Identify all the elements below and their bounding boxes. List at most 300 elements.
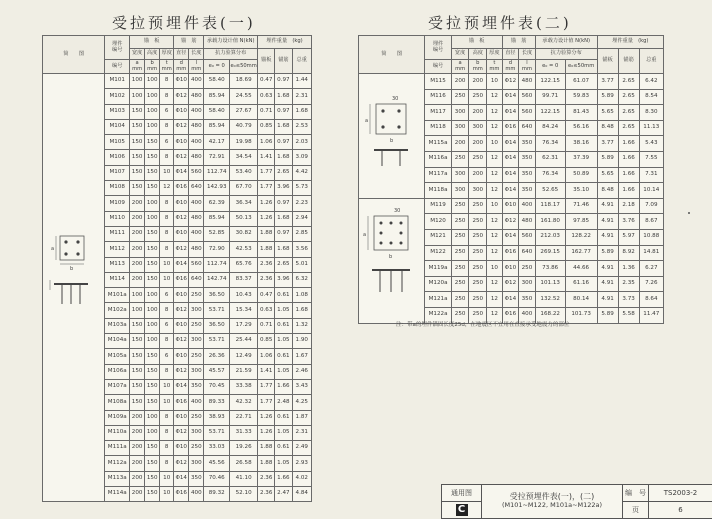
value-cell: 250 (519, 261, 536, 277)
value-cell: 80.14 (565, 292, 597, 308)
header-anchor: 锚 筋 (174, 36, 204, 49)
value-cell: 100 (145, 334, 160, 349)
value-cell: Φ12 (174, 456, 189, 471)
value-cell: 350 (189, 471, 204, 486)
value-cell: 0.47 (258, 288, 275, 303)
value-cell: 100 (130, 288, 145, 303)
embed-code: M114a (105, 487, 130, 502)
value-cell: 122.15 (535, 105, 565, 121)
value-cell: 56.16 (565, 120, 597, 136)
value-cell: 4.91 (597, 261, 618, 277)
embed-code: M108a (105, 395, 130, 410)
header-cell: d mm (502, 60, 519, 74)
value-cell: 62.31 (535, 151, 565, 167)
value-cell: 8.48 (597, 120, 618, 136)
header-anchor: 锚 筋 (502, 36, 535, 49)
value-cell: 1.90 (292, 334, 312, 349)
header-cell: 厚度 (160, 49, 174, 60)
header-cell: 总重 (292, 49, 312, 74)
value-cell: 12.49 (230, 349, 258, 364)
embed-code: M108 (105, 181, 130, 196)
value-cell: 50.13 (230, 211, 258, 226)
value-cell: 100 (145, 104, 160, 119)
value-cell: 61.16 (565, 276, 597, 292)
anchor-dot (380, 232, 383, 235)
header-cell: 长度 (189, 49, 204, 60)
value-cell: Φ16 (174, 395, 189, 410)
value-cell: 44.66 (565, 261, 597, 277)
value-cell: 27.67 (230, 104, 258, 119)
value-cell: 1.08 (292, 288, 312, 303)
value-cell: 6 (160, 288, 174, 303)
value-cell: 0.97 (275, 104, 292, 119)
value-cell: 15.34 (230, 303, 258, 318)
value-cell: 12 (487, 229, 503, 245)
value-cell: 8 (160, 456, 174, 471)
value-cell: 400 (519, 307, 536, 323)
value-cell: 300 (469, 183, 487, 199)
title-block (441, 484, 712, 519)
header-sketch: 简 图 (43, 36, 105, 74)
value-cell: 10.14 (639, 183, 663, 199)
header-cell: b mm (145, 60, 160, 74)
value-cell: 6 (160, 349, 174, 364)
value-cell: 150 (145, 471, 160, 486)
table-row (43, 74, 312, 89)
value-cell: 0.63 (258, 89, 275, 104)
value-cell: 1.66 (618, 183, 639, 199)
value-cell: 2.31 (292, 89, 312, 104)
value-cell: 200 (130, 425, 145, 440)
value-cell: 99.71 (535, 89, 565, 105)
value-cell: 200 (130, 196, 145, 211)
value-cell: 250 (451, 276, 469, 292)
title-block-label: 通用图 (442, 485, 482, 502)
value-cell: 4.91 (597, 276, 618, 292)
value-cell: 12 (487, 167, 503, 183)
value-cell: 53.71 (204, 425, 230, 440)
header-cell: 编号 (425, 60, 452, 74)
value-cell: 7.31 (639, 167, 663, 183)
value-cell: 100 (145, 74, 160, 89)
value-cell: 12 (487, 105, 503, 121)
embed-code: M121 (425, 229, 452, 245)
value-cell: 10 (160, 487, 174, 502)
anchor-dot (381, 109, 384, 112)
value-cell: Φ10 (174, 349, 189, 364)
header-cell: t mm (487, 60, 503, 74)
value-cell: 4.02 (292, 471, 312, 486)
value-cell: Φ14 (502, 229, 519, 245)
value-cell: 1.88 (258, 441, 275, 456)
value-cell: 8 (160, 303, 174, 318)
value-cell: 200 (130, 410, 145, 425)
value-cell: 0.61 (275, 318, 292, 333)
header-cell: 编号 (105, 60, 130, 74)
value-cell: 200 (130, 487, 145, 502)
value-cell: Φ14 (174, 379, 189, 394)
dim-label-a: a (365, 118, 368, 124)
anchor-dot (64, 240, 67, 243)
value-cell: 2.93 (292, 456, 312, 471)
value-cell: 6 (160, 318, 174, 333)
value-cell: 150 (145, 441, 160, 456)
value-cell: 100 (145, 318, 160, 333)
value-cell: 8.67 (639, 214, 663, 230)
value-cell: 0.97 (275, 226, 292, 241)
header-cell: 厚度 (487, 49, 503, 60)
value-cell: 10.43 (230, 288, 258, 303)
value-cell: 14.81 (639, 245, 663, 261)
value-cell: Φ10 (174, 74, 189, 89)
header-plate: 锚 板 (451, 36, 502, 49)
value-cell: 142.93 (204, 181, 230, 196)
value-cell: 52.65 (535, 183, 565, 199)
value-cell: 300 (451, 183, 469, 199)
value-cell: 1.41 (258, 150, 275, 165)
value-cell: 400 (189, 226, 204, 241)
value-cell: 33.38 (230, 379, 258, 394)
value-cell: 100 (145, 89, 160, 104)
value-cell: 150 (145, 150, 160, 165)
value-cell: 640 (519, 120, 536, 136)
embed-code: M107a (105, 379, 130, 394)
value-cell: 300 (189, 364, 204, 379)
value-cell: Φ12 (502, 214, 519, 230)
header-plate: 锚 板 (130, 36, 174, 49)
value-cell: 50.89 (565, 167, 597, 183)
value-cell: Φ14 (502, 183, 519, 199)
value-cell: 12 (487, 245, 503, 261)
value-cell: 42.53 (230, 242, 258, 257)
value-cell: 0.61 (275, 441, 292, 456)
value-cell: 71.46 (565, 198, 597, 214)
value-cell: 2.31 (292, 425, 312, 440)
value-cell: 150 (145, 349, 160, 364)
value-cell: 350 (519, 167, 536, 183)
header-cell: l mm (189, 60, 204, 74)
value-cell: 40.79 (230, 119, 258, 134)
embed-code: M116 (425, 89, 452, 105)
value-cell: 1.68 (275, 211, 292, 226)
value-cell: 85.94 (204, 211, 230, 226)
value-cell: 8 (160, 89, 174, 104)
anchor-dot (400, 232, 403, 235)
value-cell: 300 (451, 120, 469, 136)
value-cell: 37.39 (565, 151, 597, 167)
value-cell: 400 (189, 196, 204, 211)
value-cell: 150 (145, 242, 160, 257)
anchor-dot (64, 252, 67, 255)
dim-label-a: a (363, 232, 366, 238)
header-cell: 抗力验算分布 (204, 49, 258, 60)
value-cell: 10.88 (639, 229, 663, 245)
value-cell: 100 (145, 410, 160, 425)
value-cell: 2.49 (292, 441, 312, 456)
value-cell: Φ14 (174, 165, 189, 180)
value-cell: 560 (189, 165, 204, 180)
value-cell: 72.91 (204, 150, 230, 165)
value-cell: 250 (451, 214, 469, 230)
embed-code: M115a (425, 136, 452, 152)
value-cell: Φ10 (174, 104, 189, 119)
value-cell: 2.85 (292, 226, 312, 241)
value-cell: 250 (451, 307, 469, 323)
value-cell: 0.71 (258, 318, 275, 333)
value-cell: 8.92 (618, 245, 639, 261)
value-cell: 8 (160, 334, 174, 349)
embed-code: M111 (105, 226, 130, 241)
value-cell: 4.91 (597, 198, 618, 214)
value-cell: Φ10 (174, 318, 189, 333)
value-cell: 67.70 (230, 181, 258, 196)
value-cell: 1.05 (275, 456, 292, 471)
embed-code: M121a (425, 292, 452, 308)
value-cell: 45.57 (204, 364, 230, 379)
value-cell: 100 (145, 211, 160, 226)
value-cell: 350 (519, 183, 536, 199)
value-cell: 150 (130, 165, 145, 180)
embed-code: M104 (105, 119, 130, 134)
value-cell: 150 (145, 364, 160, 379)
value-cell: 300 (189, 303, 204, 318)
value-cell: 1.68 (292, 303, 312, 318)
embed-code: M110a (105, 425, 130, 440)
value-cell: 250 (189, 288, 204, 303)
value-cell: 0.71 (258, 104, 275, 119)
value-cell: 2.47 (275, 487, 292, 502)
value-cell: 8 (160, 211, 174, 226)
value-cell: 480 (189, 150, 204, 165)
value-cell: 400 (189, 104, 204, 119)
value-cell: 1.68 (275, 89, 292, 104)
value-cell: 2.23 (292, 196, 312, 211)
value-cell: Φ12 (174, 211, 189, 226)
value-cell: 5.01 (292, 257, 312, 272)
value-cell: 4.42 (292, 165, 312, 180)
anchor-dot (400, 222, 403, 225)
value-cell: 8 (160, 364, 174, 379)
value-cell: Φ16 (502, 245, 519, 261)
value-cell: 1.44 (292, 74, 312, 89)
value-cell: 250 (469, 229, 487, 245)
right-table-title: 受拉预埋件表(二) (428, 12, 572, 33)
value-cell: 1.77 (258, 181, 275, 196)
value-cell: 12 (487, 183, 503, 199)
embed-code: M122a (425, 307, 452, 323)
value-cell: 5.58 (618, 307, 639, 323)
value-cell: 1.36 (618, 261, 639, 277)
value-cell: Φ10 (174, 196, 189, 211)
value-cell: 3.96 (275, 272, 292, 287)
value-cell: 58.40 (204, 104, 230, 119)
value-cell: 8 (160, 119, 174, 134)
value-cell: 5.89 (597, 307, 618, 323)
value-cell: 4.84 (292, 487, 312, 502)
value-cell: 101.73 (565, 307, 597, 323)
drawing-number: TS2003-2 (649, 485, 712, 502)
value-cell: 76.34 (535, 167, 565, 183)
value-cell: 19.98 (230, 135, 258, 150)
value-cell: 8 (160, 242, 174, 257)
value-cell: Φ12 (174, 119, 189, 134)
anchor-dot (390, 242, 393, 245)
left-plate-sketch (46, 228, 96, 310)
value-cell: 52.10 (230, 487, 258, 502)
value-cell: 250 (451, 261, 469, 277)
value-cell: 83.37 (230, 272, 258, 287)
embed-code: M112 (105, 242, 130, 257)
header-cell: 直径 (174, 49, 189, 60)
value-cell: 3.76 (618, 214, 639, 230)
value-cell: 150 (130, 135, 145, 150)
value-cell: 560 (519, 229, 536, 245)
value-cell: 3.77 (597, 136, 618, 152)
value-cell: 250 (451, 292, 469, 308)
header-cell: e₀≤50mm (230, 60, 258, 74)
value-cell: 10 (487, 198, 503, 214)
header-cell: 锚板 (597, 49, 618, 74)
value-cell: 250 (469, 307, 487, 323)
value-cell: 4.91 (597, 292, 618, 308)
value-cell: 300 (189, 456, 204, 471)
logo-icon: C (456, 504, 468, 516)
value-cell: Φ12 (174, 364, 189, 379)
value-cell: 2.65 (618, 89, 639, 105)
value-cell: 36.50 (204, 288, 230, 303)
plate-outline (60, 236, 84, 260)
header-sketch: 简 图 (359, 36, 425, 74)
value-cell: 200 (451, 136, 469, 152)
value-cell: 150 (145, 135, 160, 150)
value-cell: Φ14 (502, 151, 519, 167)
value-cell: 150 (130, 395, 145, 410)
value-cell: 150 (130, 364, 145, 379)
value-cell: 12 (487, 120, 503, 136)
value-cell: 1.68 (275, 150, 292, 165)
value-cell: 101.13 (535, 276, 565, 292)
header-number: 埋件 编号 (425, 36, 452, 60)
value-cell: 6.32 (292, 272, 312, 287)
header-cell: 锚筋 (275, 49, 292, 74)
value-cell: 76.34 (535, 136, 565, 152)
value-cell: 640 (189, 272, 204, 287)
value-cell: 73.86 (535, 261, 565, 277)
value-cell: 2.18 (618, 198, 639, 214)
value-cell: 400 (189, 135, 204, 150)
value-cell: 7.09 (639, 198, 663, 214)
right-plate-sketch-2 (362, 204, 420, 300)
value-cell: Φ12 (174, 89, 189, 104)
embed-code: M118a (425, 183, 452, 199)
value-cell: Φ10 (174, 441, 189, 456)
value-cell: 100 (130, 74, 145, 89)
value-cell: 100 (145, 288, 160, 303)
value-cell: 162.77 (565, 245, 597, 261)
value-cell: 300 (519, 276, 536, 292)
value-cell: 12 (160, 181, 174, 196)
value-cell: Φ14 (174, 471, 189, 486)
value-cell: 400 (519, 198, 536, 214)
value-cell: 4.91 (597, 229, 618, 245)
embed-code: M116a (425, 151, 452, 167)
value-cell: 25.44 (230, 334, 258, 349)
header-cell: l mm (519, 60, 536, 74)
value-cell: 200 (130, 211, 145, 226)
value-cell: 3.73 (618, 292, 639, 308)
value-cell: 12 (487, 151, 503, 167)
value-cell: 150 (130, 119, 145, 134)
value-cell: 132.52 (535, 292, 565, 308)
value-cell: 250 (451, 151, 469, 167)
value-cell: 0.85 (258, 119, 275, 134)
value-cell: 1.68 (275, 242, 292, 257)
value-cell: 200 (451, 74, 469, 90)
value-cell: 10 (160, 272, 174, 287)
value-cell: 8 (160, 226, 174, 241)
value-cell: 250 (469, 151, 487, 167)
value-cell: 17.29 (230, 318, 258, 333)
value-cell: 70.45 (204, 379, 230, 394)
value-cell: 400 (189, 74, 204, 89)
value-cell: 6 (160, 104, 174, 119)
value-cell: 8.54 (639, 89, 663, 105)
value-cell: 12 (487, 89, 503, 105)
value-cell: 24.55 (230, 89, 258, 104)
value-cell: Φ16 (174, 272, 189, 287)
value-cell: 6.27 (639, 261, 663, 277)
anchor-dot (381, 125, 384, 128)
value-cell: 5.97 (618, 229, 639, 245)
value-cell: 480 (519, 214, 536, 230)
value-cell: 480 (189, 211, 204, 226)
value-cell: 560 (189, 257, 204, 272)
value-cell: 5.65 (597, 105, 618, 121)
anchor-dot (400, 242, 403, 245)
scan-speck (688, 212, 690, 214)
dim-label-s: 30 (392, 96, 398, 102)
header-cell: b mm (469, 60, 487, 74)
value-cell: 2.65 (275, 165, 292, 180)
embed-code: M111a (105, 441, 130, 456)
value-cell: 0.97 (275, 135, 292, 150)
value-cell: 1.05 (275, 364, 292, 379)
value-cell: 400 (189, 395, 204, 410)
value-cell: 128.22 (565, 229, 597, 245)
header-weight: 埋件重量 (kg) (258, 36, 312, 49)
header-cell: t mm (160, 60, 174, 74)
value-cell: 0.61 (275, 410, 292, 425)
value-cell: 8.64 (639, 292, 663, 308)
value-cell: Φ16 (174, 181, 189, 196)
value-cell: 2.65 (618, 74, 639, 90)
value-cell: 41.10 (230, 471, 258, 486)
value-cell: 3.96 (275, 181, 292, 196)
header-cell: 直径 (502, 49, 519, 60)
header-cell: 高度 (469, 49, 487, 60)
value-cell: 8 (160, 441, 174, 456)
value-cell: Φ12 (174, 303, 189, 318)
value-cell: 250 (469, 89, 487, 105)
value-cell: 200 (130, 471, 145, 486)
header-cell: 抗力验算分布 (535, 49, 597, 60)
anchor-dot (380, 242, 383, 245)
value-cell: 640 (519, 245, 536, 261)
page-number: 6 (649, 502, 712, 519)
value-cell: 100 (145, 303, 160, 318)
value-cell: Φ12 (174, 334, 189, 349)
value-cell: Φ14 (502, 89, 519, 105)
